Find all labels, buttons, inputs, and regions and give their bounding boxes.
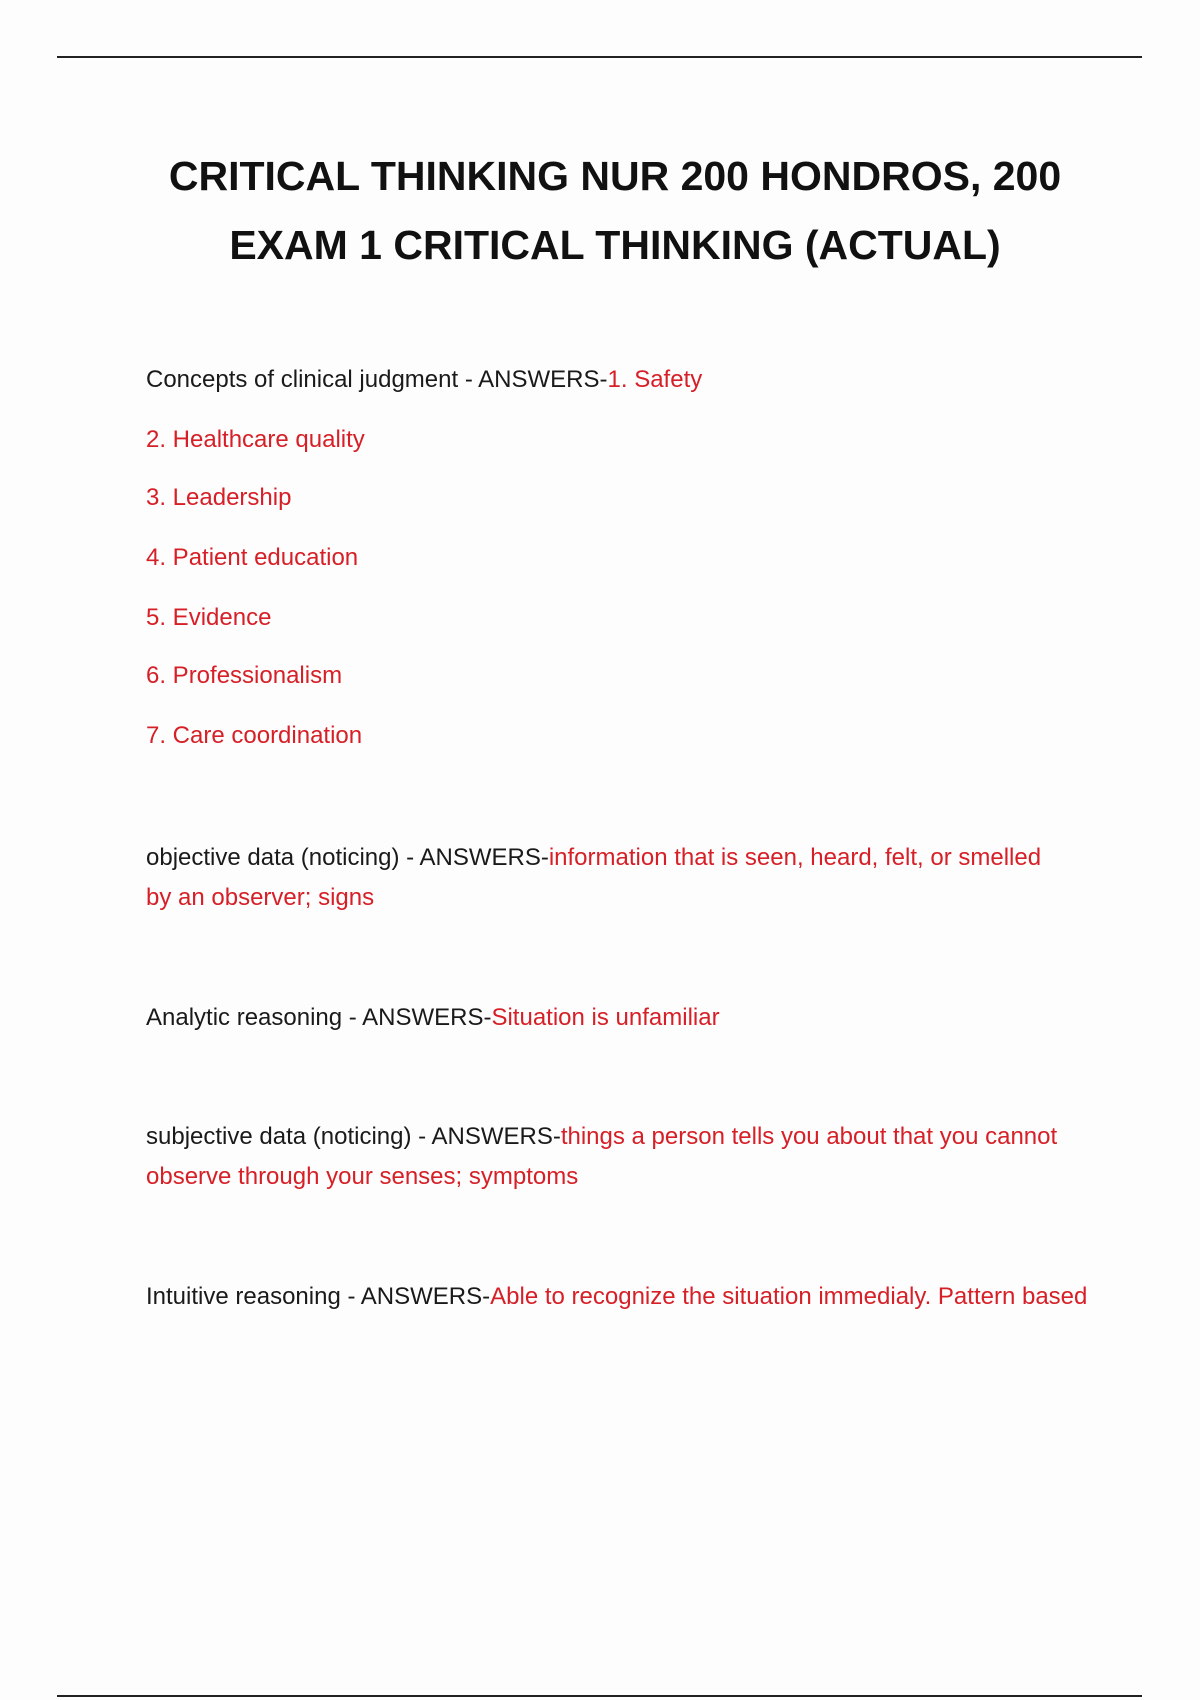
entry-objective [146,838,1046,918]
answer-subjective: things a person tells you about that you cannot observe through your senses; symptoms [146,1123,1058,1190]
concept-item-3: 3. Leadership [146,484,292,511]
answer-objective: information that is seen, heard, felt, or smelled by an observer; signs [146,844,1042,911]
concept-item-5: 5. Evidence [146,604,272,631]
term-analytic: Analytic reasoning - ANSWERS- [146,1004,492,1031]
term-intuitive: Intuitive reasoning - ANSWERS- [146,1283,491,1310]
concept-item-7: 7. Care coordination [146,722,363,749]
term-objective: objective data (noticing) - ANSWERS- [146,844,549,871]
entry-analytic [146,998,1096,1038]
entry-concepts [146,360,1096,749]
bottom-rule [57,1695,1142,1697]
concept-item-1: 1. Safety [607,366,703,393]
term-concepts: Concepts of clinical judgment - ANSWERS- [146,366,608,393]
document-title [60,142,1170,280]
entry-subjective [146,1117,1066,1197]
concept-item-4: 4. Patient education [146,544,359,571]
top-rule [57,56,1142,58]
term-subjective: subjective data (noticing) - ANSWERS- [146,1123,561,1150]
answer-analytic: Situation is unfamiliar [491,1004,720,1031]
title-line-1: CRITICAL THINKING NUR 200 HONDROS, 200 [168,153,1062,199]
title-line-2: EXAM 1 CRITICAL THINKING (ACTUAL) [229,222,1001,268]
concept-item-2: 2. Healthcare quality [146,426,365,453]
answer-intuitive: Able to recognize the situation immedialy. Pattern based [490,1283,1088,1310]
entry-intuitive [146,1277,1096,1317]
concept-item-6: 6. Professionalism [146,662,343,689]
